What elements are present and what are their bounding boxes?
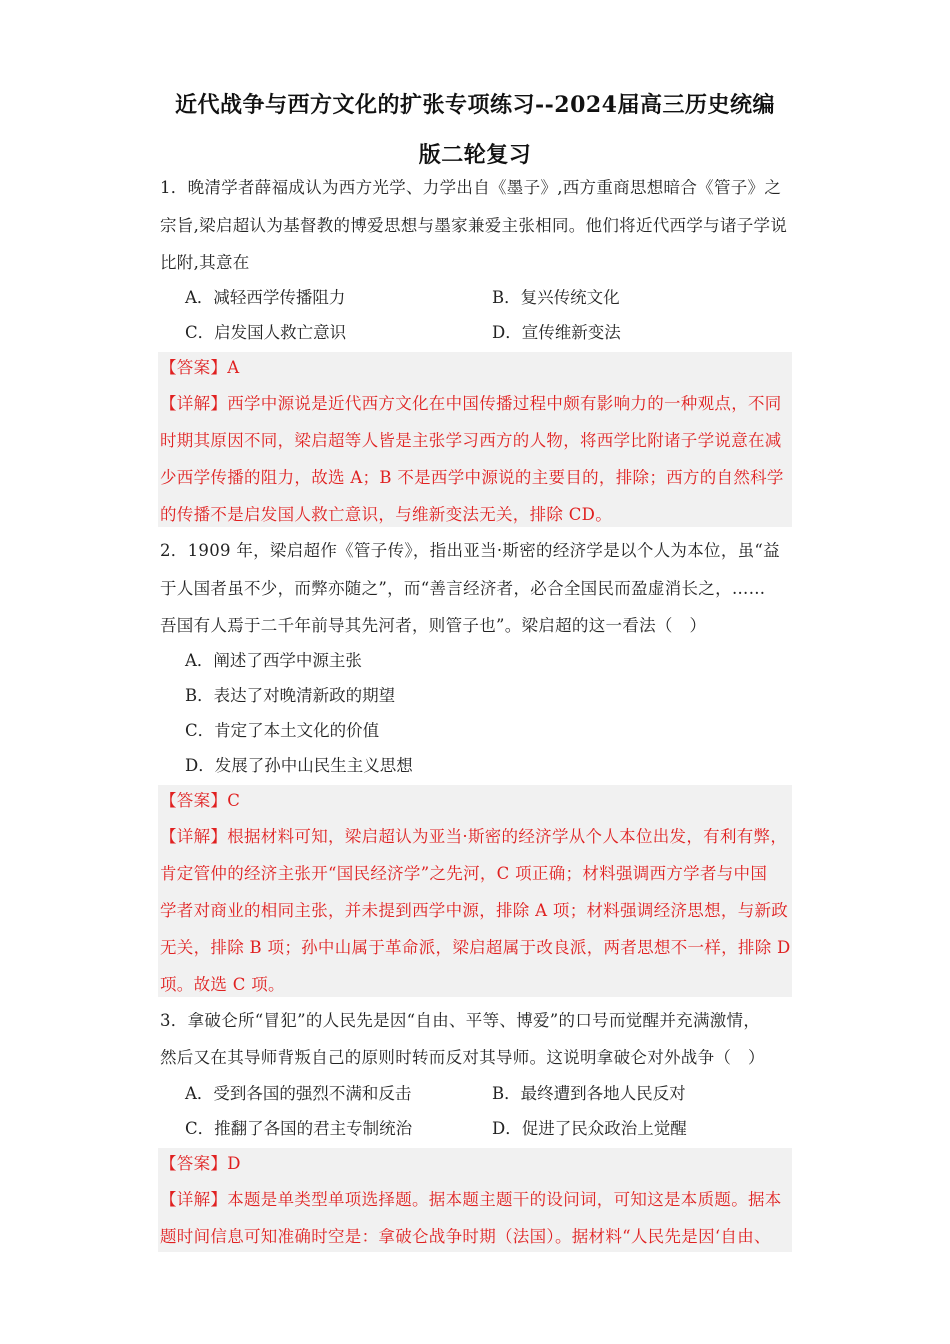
q1-detail-line	[160, 392, 792, 416]
q3-option-d: D．促进了民众政治上觉醒	[492, 1119, 687, 1138]
q1-detail-line: 少西学传播的阻力，故选 A；B 不是西学中源说的主要目的，排除；西方的自然科学	[160, 468, 784, 487]
q3-stem-line: 然后又在其导师背叛自己的原则时转而反对其导师。这说明拿破仑对外战争（ ）	[160, 1048, 765, 1067]
q1-option-a: A．减轻西学传播阻力	[185, 288, 346, 307]
q2-stem-line: 于人国者虽不少，而弊亦随之”，而“善言经济者，必合全国民而盈虚消长之，……	[160, 579, 766, 598]
q2-detail-line: 项。故选 C 项。	[160, 975, 285, 994]
document-title-line-1: 近代战争与西方文化的扩张专项练习--2024届高三历史统编	[175, 92, 775, 118]
answer-tag: 【答案】	[160, 358, 228, 377]
q3-option-a: A．受到各国的强烈不满和反击	[185, 1084, 412, 1103]
q2-detail-line	[160, 825, 792, 849]
q1-option-b: B．复兴传统文化	[492, 288, 620, 307]
q2-detail-line: 肯定管仲的经济主张开“国民经济学”之先河，C 项正确；材料强调西方学者与中国	[160, 864, 768, 883]
q2-option-c: C．肯定了本土文化的价值	[185, 721, 380, 740]
q3-stem-line: 3．拿破仑所“冒犯”的人民先是因“自由、平等、博爱”的口号而觉醒并充满激情，	[160, 1011, 761, 1030]
q3-option-b: B．最终遭到各地人民反对	[492, 1084, 686, 1103]
q1-option-c: C．启发国人救亡意识	[185, 323, 347, 342]
q1-answer	[160, 356, 792, 380]
q2-stem-line: 2．1909 年，梁启超作《管子传》，指出亚当·斯密的经济学是以个人为本位，虽“益	[160, 541, 780, 560]
q2-option-d: D．发展了孙中山民生主义思想	[185, 756, 413, 775]
q2-answer-box	[158, 785, 792, 997]
detail-text: 西学中源说是近代西方文化在中国传播过程中颇有影响力的一种观点，不同	[227, 394, 782, 413]
answer-tag: 【答案】	[160, 791, 228, 810]
q1-stem-line: 宗旨,梁启超认为基督教的博爱思想与墨家兼爱主张相同。他们将近代西学与诸子学说	[160, 216, 788, 235]
q2-detail-line: 学者对商业的相同主张，并未提到西学中源，排除 A 项；材料强调经济思想，与新政	[160, 901, 789, 920]
q1-stem-line: 1．晚清学者薛福成认为西方光学、力学出自《墨子》,西方重商思想暗合《管子》之	[160, 178, 782, 197]
document-title-line-2: 版二轮复习	[418, 142, 532, 168]
answer-tag: 【答案】	[160, 1154, 228, 1173]
answer-value: C	[227, 791, 241, 810]
q1-detail-line: 的传播不是启发国人救亡意识，与维新变法无关，排除 CD。	[160, 505, 612, 524]
answer-value: A	[227, 358, 240, 377]
detail-text: 根据材料可知，梁启超认为亚当·斯密的经济学从个人本位出发，有利有弊，	[227, 827, 788, 846]
q3-detail-line: 题时间信息可知准确时空是：拿破仑战争时期（法国）。据材料“人民先是因‘自由、	[160, 1227, 771, 1246]
detail-tag: 【详解】	[160, 1190, 228, 1209]
answer-value: D	[227, 1154, 241, 1173]
detail-tag: 【详解】	[160, 827, 228, 846]
q2-stem-line: 吾国有人焉于二千年前导其先河者，则管子也”。梁启超的这一看法（ ）	[160, 616, 707, 635]
q1-detail-line: 时期其原因不同，梁启超等人皆是主张学习西方的人物，将西学比附诸子学说意在减	[160, 431, 782, 450]
q1-option-d: D．宣传维新变法	[492, 323, 621, 342]
q2-detail-line: 无关，排除 B 项；孙中山属于革命派，梁启超属于改良派，两者思想不一样，排除 D	[160, 938, 791, 957]
q3-option-c: C．推翻了各国的君主专制统治	[185, 1119, 413, 1138]
q2-option-b: B．表达了对晚清新政的期望	[185, 686, 396, 705]
q2-answer	[160, 789, 792, 813]
detail-text: 本题是单类型单项选择题。据本题主题干的设问词，可知这是本质题。据本	[227, 1190, 782, 1209]
q2-option-a: A．阐述了西学中源主张	[185, 651, 362, 670]
detail-tag: 【详解】	[160, 394, 228, 413]
q3-answer	[160, 1152, 792, 1176]
q3-detail-line	[160, 1188, 792, 1212]
q1-stem-line: 比附,其意在	[160, 253, 250, 272]
